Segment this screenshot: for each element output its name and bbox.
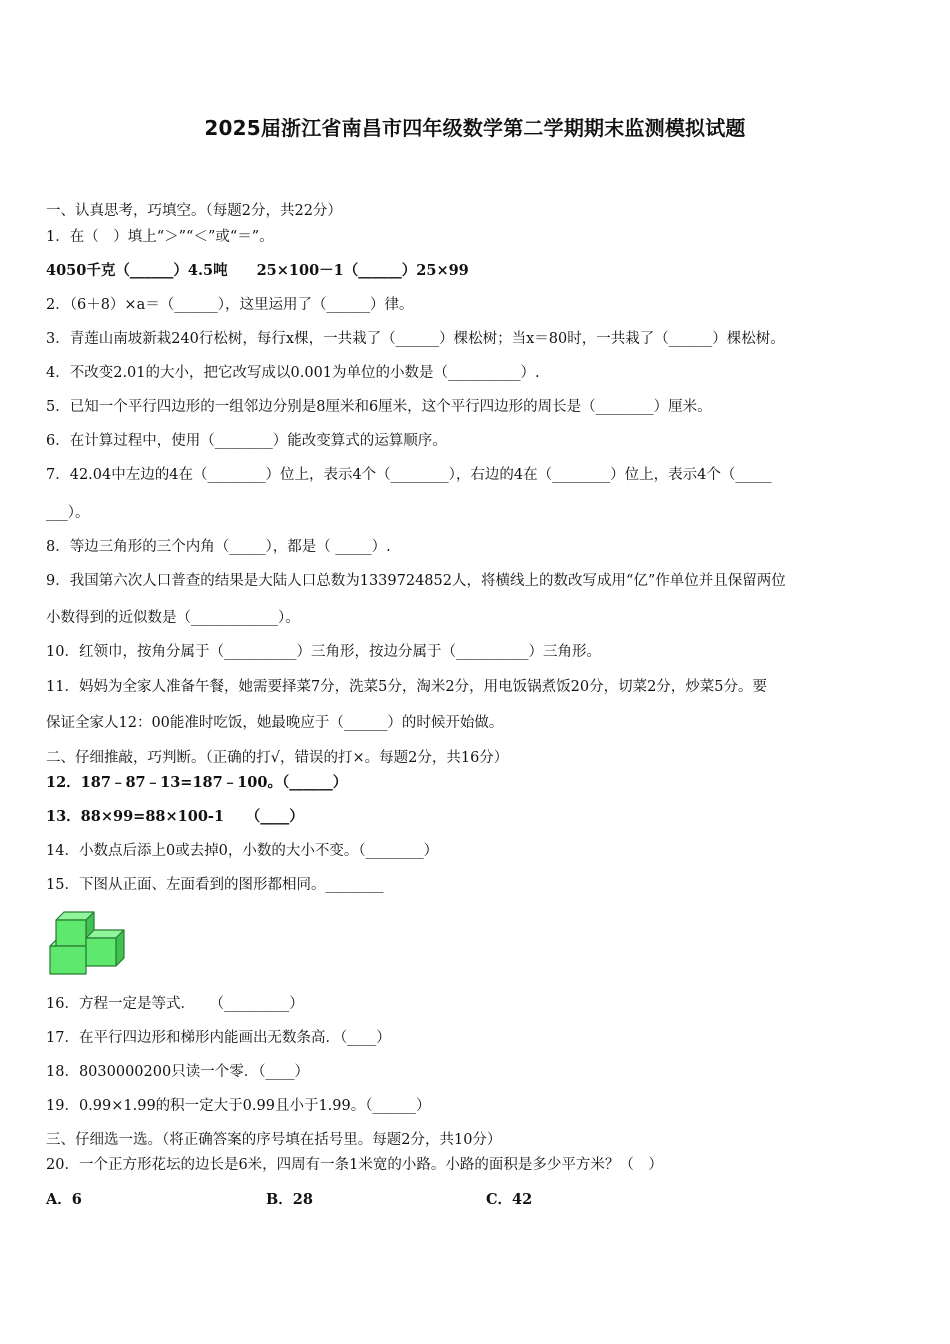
question-line: 8．等边三角形的三个内角（_____），都是（ _____）. bbox=[46, 539, 391, 555]
option-a: A．6 bbox=[46, 1191, 82, 1208]
question-line: 2．（6＋8）×a＝（______），这里运用了（______）律。 bbox=[46, 297, 414, 313]
page-title: 2025届浙江省南昌市四年级数学第二学期期末监测模拟试题 bbox=[204, 116, 746, 140]
question-line: 13．88×99=88×100-1 （____） bbox=[46, 808, 304, 825]
question-line: 3．青莲山南坡新栽240行松树，每行x棵，一共栽了（______）棵松树；当x＝80时，一共栽了（______）棵松树。 bbox=[46, 331, 785, 347]
question-line: 9．我国第六次人口普查的结果是大陆人口总数为1339724852人，将横线上的数改写成用“亿”作单位并且保留两位 bbox=[46, 573, 786, 589]
option-c: C．42 bbox=[486, 1191, 533, 1208]
question-line: 小数得到的近似数是（____________）。 bbox=[46, 610, 300, 626]
question-line: 18．8030000200只读一个零．（____） bbox=[46, 1064, 309, 1080]
section-heading-3: 三、仔细选一选。（将正确答案的序号填在括号里。每题2分，共10分） bbox=[46, 1132, 502, 1148]
question-line: 7．42.04中左边的4在（________）位上，表示4个（________），右边的4在（________）位上，表示4个（_____ bbox=[46, 467, 772, 483]
question-line: ___）。 bbox=[46, 505, 90, 521]
question-line: 20．一个正方形花坛的边长是6米，四周有一条1米宽的小路。小路的面积是多少平方米？（ ） bbox=[46, 1157, 663, 1173]
question-line: 6．在计算过程中，使用（________）能改变算式的运算顺序。 bbox=[46, 433, 447, 449]
question-line: 4．不改变2.01的大小，把它改写成以0.001为单位的小数是（__________）. bbox=[46, 365, 540, 381]
question-line: 12．187﹣87﹣13=187﹣100。（______） bbox=[46, 774, 348, 791]
question-line: 保证全家人12：00能准时吃饭，她最晚应于（______）的时候开始做。 bbox=[46, 715, 504, 731]
question-line: 17．在平行四边形和梯形内能画出无数条高．（____） bbox=[46, 1030, 391, 1046]
cube-stack-figure bbox=[46, 908, 130, 978]
option-b: B．28 bbox=[266, 1191, 313, 1208]
section-heading-1: 一、认真思考，巧填空。（每题2分，共22分） bbox=[46, 203, 342, 219]
question-line: 5．已知一个平行四边形的一组邻边分别是8厘米和6厘米，这个平行四边形的周长是（________）厘米。 bbox=[46, 399, 712, 415]
question-line: 4050千克（______）4.5吨 25×100－1（______）25×99 bbox=[46, 262, 469, 279]
section-heading-2: 二、仔细推敲，巧判断。（正确的打√，错误的打×。每题2分，共16分） bbox=[46, 750, 509, 766]
question-line: 11．妈妈为全家人准备午餐，她需要择菜7分，洗菜5分，淘米2分，用电饭锅煮饭20分，切菜2分，炒菜5分。要 bbox=[46, 679, 768, 695]
question-line: 14．小数点后添上0或去掉0，小数的大小不变。（________） bbox=[46, 843, 439, 859]
question-line: 16．方程一定是等式． （_________） bbox=[46, 996, 304, 1012]
question-line: 19．0.99×1.99的积一定大于0.99且小于1.99。（______） bbox=[46, 1098, 431, 1114]
question-line: 15．下图从正面、左面看到的图形都相同。________ bbox=[46, 877, 384, 893]
question-line: 1．在（ ）填上“＞”“＜”或“＝”。 bbox=[46, 229, 274, 245]
question-line: 10．红领巾，按角分属于（__________）三角形，按边分属于（__________）三角形。 bbox=[46, 644, 601, 660]
